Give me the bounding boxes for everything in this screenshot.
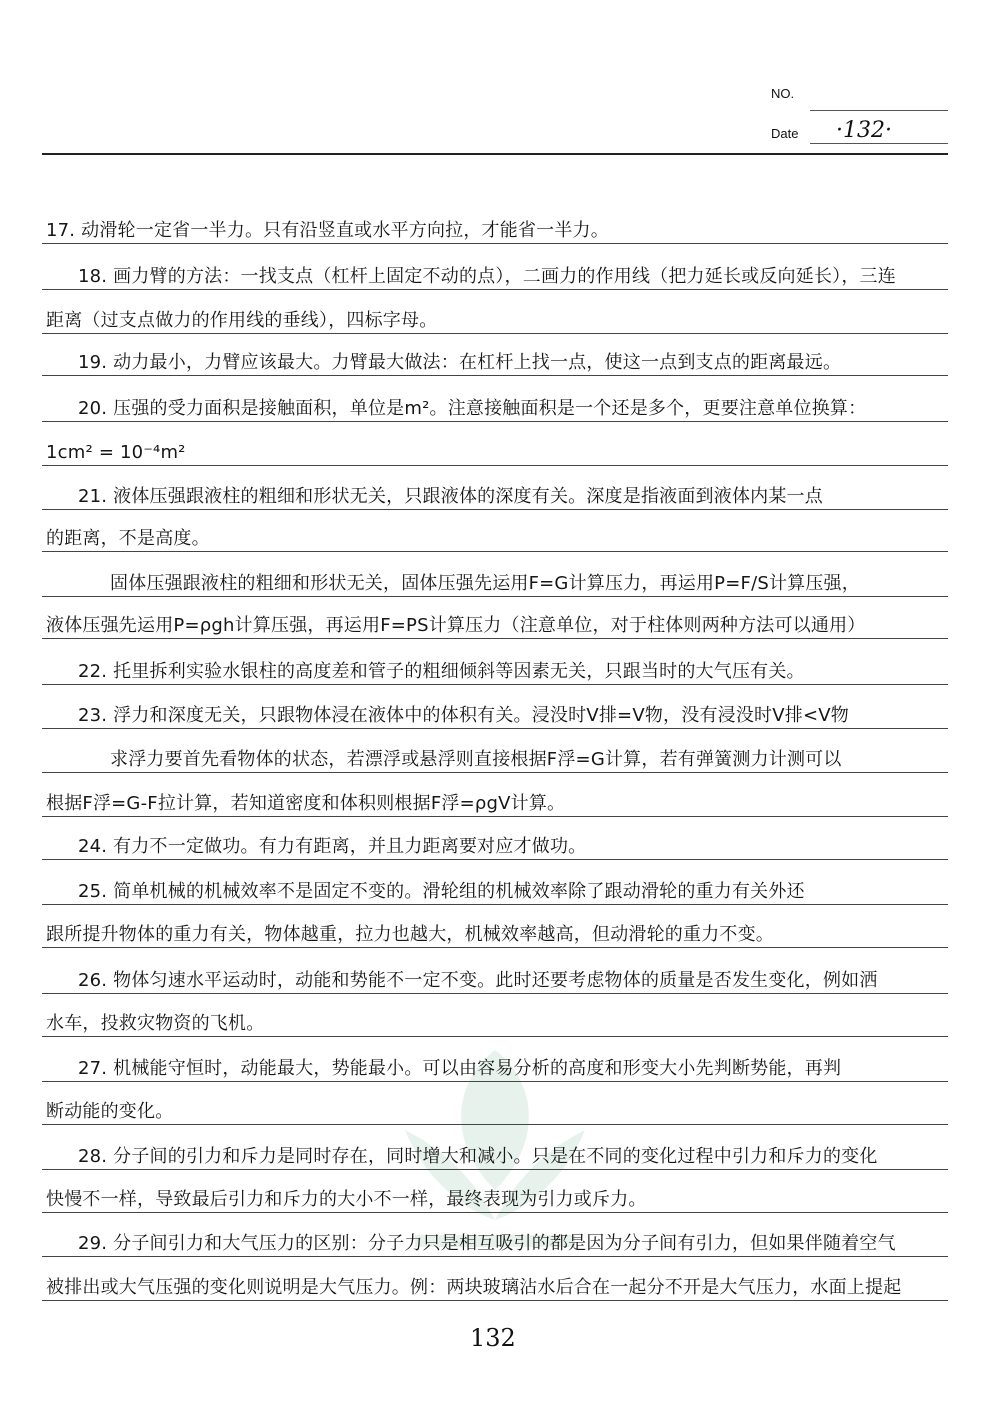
note-line: 快慢不一样，导致最后引力和斥力的大小不一样，最终表现为引力或斥力。 [46, 1189, 647, 1210]
note-line: 固体压强跟液柱的粗细和形状无关，固体压强先运用F=G计算压力，再运用P=F/S计算压强， [110, 573, 860, 594]
ruled-line [42, 333, 948, 334]
note-line: 液体压强先运用P=ρgh计算压强，再运用F=PS计算压力（注意单位，对于柱体则两种方法可以通用） [46, 615, 866, 636]
ruled-line [42, 859, 948, 860]
ruled-line [42, 551, 948, 552]
note-line: 28. 分子间的引力和斥力是同时存在，同时增大和减小。只是在不同的变化过程中引力和斥力的变化 [78, 1146, 878, 1167]
note-line: 22. 托里拆利实验水银柱的高度差和管子的粗细倾斜等因素无关，只跟当时的大气压有关。 [78, 661, 805, 682]
note-line: 21. 液体压强跟液柱的粗细和形状无关，只跟液体的深度有关。深度是指液面到液体内某一点 [78, 486, 823, 507]
note-line: 29. 分子间引力和大气压力的区别：分子力只是相互吸引的都是因为分子间有引力，但如果伴随着空气 [78, 1233, 896, 1254]
ruled-line [42, 772, 948, 773]
note-line: 26. 物体匀速水平运动时，动能和势能不一定不变。此时还要考虑物体的质量是否发生变化，例如洒 [78, 970, 878, 991]
note-line: 求浮力要首先看物体的状态，若漂浮或悬浮则直接根据F浮=G计算，若有弹簧测力计测可以 [110, 749, 842, 770]
note-line: 19. 动力最小，力臂应该最大。力臂最大做法：在杠杆上找一点，使这一点到支点的距离最远。 [78, 352, 842, 373]
ruled-line [42, 904, 948, 905]
note-line: 距离（过支点做力的作用线的垂线），四标字母。 [46, 310, 438, 331]
ruled-line [42, 596, 948, 597]
ruled-line [42, 947, 948, 948]
header-date-label: Date [771, 126, 799, 141]
note-line: 断动能的变化。 [46, 1101, 174, 1122]
ruled-line [42, 993, 948, 994]
note-line: 24. 有力不一定做功。有力有距离，并且力距离要对应才做功。 [78, 836, 587, 857]
note-line: 27. 机械能守恒时，动能最大，势能最小。可以由容易分析的高度和形变大小先判断势能，再判 [78, 1058, 842, 1079]
note-line: 25. 简单机械的机械效率不是固定不变的。滑轮组的机械效率除了跟动滑轮的重力有关外还 [78, 881, 805, 902]
note-line: 水车，投救灾物资的飞机。 [46, 1013, 265, 1034]
ruled-line [42, 509, 948, 510]
ruled-line [42, 728, 948, 729]
header-date-line [810, 143, 948, 144]
header-no-line [810, 110, 948, 111]
ruled-line [42, 375, 948, 376]
header-rule [42, 153, 948, 155]
ruled-line [42, 1300, 948, 1301]
ruled-line [42, 638, 948, 639]
note-line: 被排出或大气压强的变化则说明是大气压力。例：两块玻璃沾水后合在一起分不开是大气压力，水面上提起 [46, 1277, 902, 1298]
ruled-line [42, 243, 948, 244]
page-number: 132 [470, 1324, 516, 1352]
header-no-label: NO. [771, 86, 795, 101]
note-line: 1cm² = 10⁻⁴m² [46, 442, 186, 463]
ruled-line [42, 684, 948, 685]
note-line: 跟所提升物体的重力有关，物体越重，拉力也越大，机械效率越高，但动滑轮的重力不变。 [46, 924, 774, 945]
note-line: 17. 动滑轮一定省一半力。只有沿竖直或水平方向拉，才能省一半力。 [46, 220, 609, 241]
note-line: 根据F浮=G-F拉计算，若知道密度和体积则根据F浮=ρgV计算。 [46, 793, 566, 814]
note-line: 18. 画力臂的方法：一找支点（杠杆上固定不动的点），二画力的作用线（把力延长或反向延长），三连 [78, 266, 896, 287]
header-date-value: ·132· [836, 118, 892, 143]
note-line: 的距离，不是高度。 [46, 528, 210, 549]
note-line: 20. 压强的受力面积是接触面积，单位是m²。注意接触面积是一个还是多个，更要注意单位换算： [78, 398, 867, 419]
ruled-line [42, 816, 948, 817]
ruled-line [42, 421, 948, 422]
ruled-line [42, 289, 948, 290]
ruled-line [42, 465, 948, 466]
note-line: 23. 浮力和深度无关，只跟物体浸在液体中的体积有关。浸没时V排=V物，没有浸没时V排<V物 [78, 705, 849, 726]
